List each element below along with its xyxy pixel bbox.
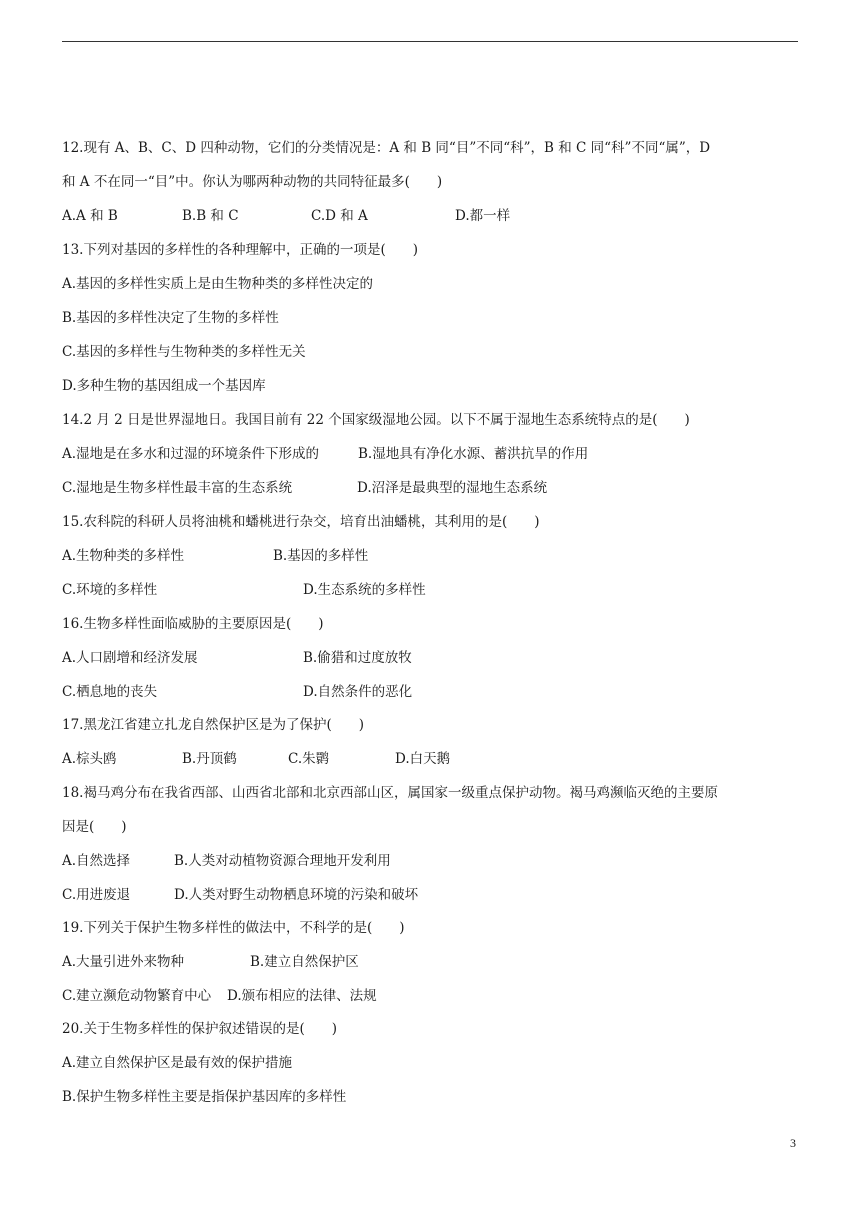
q15-option-d: D.生态系统的多样性 <box>303 582 426 598</box>
q15-stem: 15.农科院的科研人员将油桃和蟠桃进行杂交，培育出油蟠桃，其利用的是( ) <box>62 514 540 530</box>
q19-stem: 19.下列关于保护生物多样性的做法中，不科学的是( ) <box>62 920 405 936</box>
q19-option-a: A.大量引进外来物种 <box>62 954 185 970</box>
q14-option-d: D.沼泽是最典型的湿地生态系统 <box>357 480 548 496</box>
q13-option-d: D.多种生物的基因组成一个基因库 <box>62 378 266 394</box>
q14-option-a: A.湿地是在多水和过湿的环境条件下形成的 <box>62 446 320 462</box>
q18-option-b: B.人类对动植物资源合理地开发利用 <box>174 853 391 869</box>
q17-option-a: A.棕头鸥 <box>62 751 117 767</box>
q18-stem-line2: 因是( ) <box>62 819 127 835</box>
q16-option-b: B.偷猎和过度放牧 <box>303 650 412 666</box>
q19-option-b: B.建立自然保护区 <box>250 954 359 970</box>
q16-option-d: D.自然条件的恶化 <box>303 684 413 700</box>
q19-option-c: C.建立濒危动物繁育中心 <box>62 988 212 1004</box>
q12-stem-line2: 和 A 不在同一“目”中。你认为哪两种动物的共同特征最多( ) <box>62 174 443 190</box>
q16-stem: 16.生物多样性面临威胁的主要原因是( ) <box>62 616 324 632</box>
q13-option-a: A.基因的多样性实质上是由生物种类的多样性决定的 <box>62 276 374 292</box>
q15-option-c: C.环境的多样性 <box>62 582 158 598</box>
q17-stem: 17.黑龙江省建立扎龙自然保护区是为了保护( ) <box>62 717 365 733</box>
q17-option-d: D.白天鹅 <box>395 751 451 767</box>
q18-stem-line1: 18.褐马鸡分布在我省西部、山西省北部和北京西部山区，属国家一级重点保护动物。褐马鸡濒临灭绝的主要原 <box>62 785 718 801</box>
q13-option-b: B.基因的多样性决定了生物的多样性 <box>62 310 279 326</box>
q17-option-c: C.朱鹮 <box>288 751 330 767</box>
page-number: 3 <box>790 1136 796 1150</box>
q12-option-a: A.A 和 B <box>62 208 118 224</box>
q15-option-b: B.基因的多样性 <box>273 548 369 564</box>
q15-option-a: A.生物种类的多样性 <box>62 548 185 564</box>
q18-option-a: A.自然选择 <box>62 853 131 869</box>
q16-option-c: C.栖息地的丧失 <box>62 684 158 700</box>
q16-option-a: A.人口剧增和经济发展 <box>62 650 198 666</box>
q13-stem: 13.下列对基因的多样性的各种理解中，正确的一项是( ) <box>62 242 419 258</box>
q14-option-b: B.湿地具有净化水源、蓄洪抗旱的作用 <box>358 446 589 462</box>
q14-stem: 14.2 月 2 日是世界湿地日。我国目前有 22 个国家级湿地公园。以下不属于湿地生态系统特点的是( ) <box>62 412 690 428</box>
q13-option-c: C.基因的多样性与生物种类的多样性无关 <box>62 344 306 360</box>
header-rule <box>62 41 798 42</box>
q12-stem-line1: 12.现有 A、B、C、D 四种动物，它们的分类情况是：A 和 B 同“目”不同“科”，B 和 C 同“科”不同“属”，D <box>62 140 711 156</box>
q18-option-d: D.人类对野生动物栖息环境的污染和破坏 <box>174 887 419 903</box>
q20-stem: 20.关于生物多样性的保护叙述错误的是( ) <box>62 1021 338 1037</box>
q20-option-b: B.保护生物多样性主要是指保护基因库的多样性 <box>62 1089 347 1105</box>
q19-option-d: D.颁布相应的法律、法规 <box>227 988 377 1004</box>
q20-option-a: A.建立自然保护区是最有效的保护措施 <box>62 1055 293 1071</box>
q12-option-d: D.都一样 <box>455 208 511 224</box>
q14-option-c: C.湿地是生物多样性最丰富的生态系统 <box>62 480 293 496</box>
q12-option-b: B.B 和 C <box>182 208 239 224</box>
q12-option-c: C.D 和 A <box>311 208 368 224</box>
q17-option-b: B.丹顶鹤 <box>182 751 237 767</box>
q18-option-c: C.用进废退 <box>62 887 131 903</box>
